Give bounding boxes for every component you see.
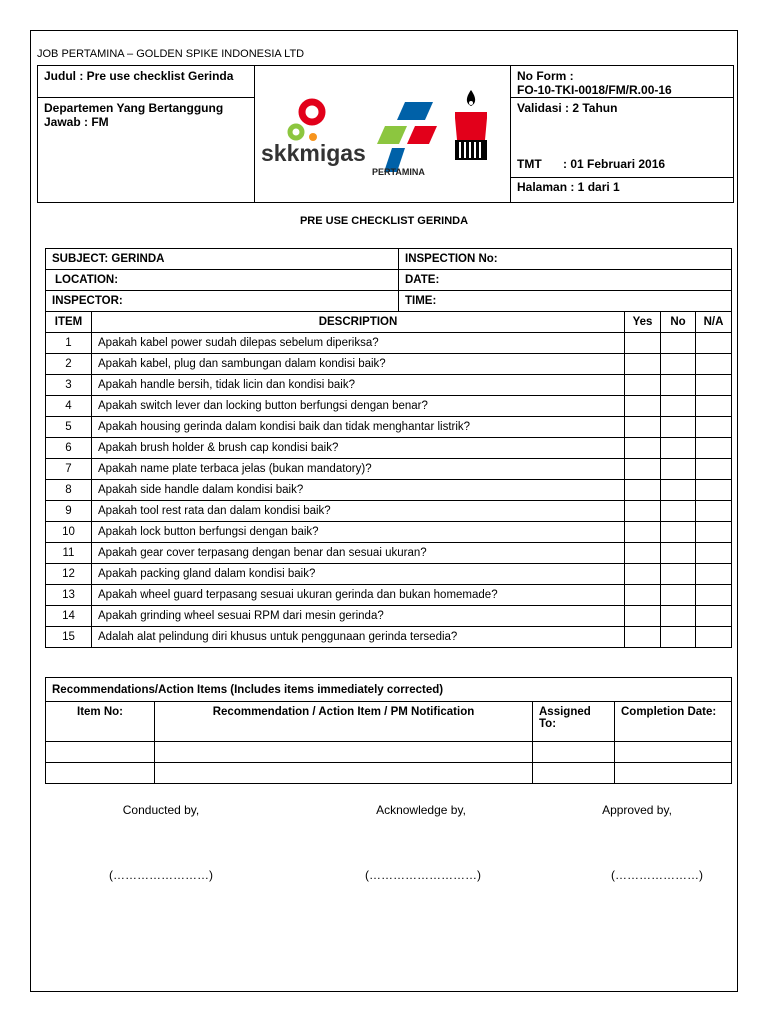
- checklist-row: [46, 501, 732, 522]
- item-description: Apakah brush holder & brush cap kondisi baik?: [92, 438, 625, 459]
- item-number: 13: [46, 585, 92, 606]
- tmt-row: [511, 157, 733, 177]
- checklist-row: [46, 585, 732, 606]
- item-number: 15: [46, 627, 92, 648]
- rec-col-completion: Completion Date:: [615, 702, 732, 742]
- item-number: 8: [46, 480, 92, 501]
- item-description: Apakah side handle dalam kondisi baik?: [92, 480, 625, 501]
- item-number: 11: [46, 543, 92, 564]
- checklist-row: [46, 627, 732, 648]
- recommendations-table: [45, 677, 732, 784]
- rec-recommendation-input[interactable]: [155, 742, 533, 763]
- pertamina-wordmark: PERTAMINA: [372, 166, 425, 177]
- no-checkbox[interactable]: [661, 354, 696, 375]
- no-checkbox[interactable]: [661, 459, 696, 480]
- no-form-cell: [511, 66, 734, 98]
- conducted-signature-line[interactable]: (……………………): [109, 868, 213, 882]
- departemen-cell: [38, 98, 255, 203]
- na-checkbox[interactable]: [696, 522, 732, 543]
- checklist-table: [45, 248, 732, 648]
- no-checkbox[interactable]: [661, 522, 696, 543]
- no-checkbox[interactable]: [661, 606, 696, 627]
- form-header-table: [37, 65, 734, 203]
- conducted-by-label: Conducted by,: [122, 803, 200, 817]
- yes-checkbox[interactable]: [625, 564, 661, 585]
- item-description: Apakah gear cover terpasang dengan benar dan sesuai ukuran?: [92, 543, 625, 564]
- col-yes-header: Yes: [625, 312, 661, 333]
- checklist-row: [46, 459, 732, 480]
- document-title: PRE USE CHECKLIST GERINDA: [299, 215, 469, 227]
- location-field[interactable]: LOCATION:: [46, 270, 399, 291]
- na-checkbox[interactable]: [696, 417, 732, 438]
- checklist-row: [46, 375, 732, 396]
- checklist-row: [46, 606, 732, 627]
- na-checkbox[interactable]: [696, 333, 732, 354]
- meta-cell: [511, 98, 734, 203]
- departemen-line2: Jawab : FM: [44, 115, 109, 129]
- checklist-row: [46, 438, 732, 459]
- item-number: 3: [46, 375, 92, 396]
- col-item-header: ITEM: [46, 312, 92, 333]
- yes-checkbox[interactable]: [625, 417, 661, 438]
- item-description: Apakah handle bersih, tidak licin dan kondisi baik?: [92, 375, 625, 396]
- no-checkbox[interactable]: [661, 585, 696, 606]
- rec-item-no-input[interactable]: [46, 742, 155, 763]
- logos-cell: [255, 66, 511, 203]
- no-checkbox[interactable]: [661, 396, 696, 417]
- no-form-value: FO-10-TKI-0018/FM/R.00-16: [517, 83, 672, 97]
- halaman-text: Halaman : 1 dari 1: [511, 177, 733, 202]
- yes-checkbox[interactable]: [625, 522, 661, 543]
- col-description-header: DESCRIPTION: [92, 312, 625, 333]
- checklist-row: [46, 564, 732, 585]
- yes-checkbox[interactable]: [625, 606, 661, 627]
- na-checkbox[interactable]: [696, 438, 732, 459]
- col-no-header: No: [661, 312, 696, 333]
- na-checkbox[interactable]: [696, 543, 732, 564]
- rec-recommendation-input[interactable]: [155, 763, 533, 784]
- item-description: Apakah switch lever dan locking button berfungsi dengan benar?: [92, 396, 625, 417]
- departemen-line1: Departemen Yang Bertanggung: [44, 101, 224, 115]
- skkmigas-logo: [261, 102, 366, 166]
- rec-assigned-input[interactable]: [533, 742, 615, 763]
- item-description: Adalah alat pelindung diri khusus untuk penggunaan gerinda tersedia?: [92, 627, 625, 648]
- rec-row: [46, 742, 732, 763]
- approved-by-label: Approved by,: [602, 803, 672, 817]
- item-number: 9: [46, 501, 92, 522]
- item-description: Apakah kabel power sudah dilepas sebelum diperiksa?: [92, 333, 625, 354]
- company-name: JOB PERTAMINA – GOLDEN SPIKE INDONESIA LTD: [37, 48, 305, 60]
- item-description: Apakah packing gland dalam kondisi baik?: [92, 564, 625, 585]
- item-number: 12: [46, 564, 92, 585]
- rec-row: [46, 763, 732, 784]
- rec-assigned-input[interactable]: [533, 763, 615, 784]
- no-checkbox[interactable]: [661, 375, 696, 396]
- rec-completion-input[interactable]: [615, 742, 732, 763]
- validasi-text: Validasi : 2 Tahun: [517, 101, 618, 115]
- item-description: Apakah lock button berfungsi dengan baik?: [92, 522, 625, 543]
- checklist-row: [46, 417, 732, 438]
- yes-checkbox[interactable]: [625, 396, 661, 417]
- rec-col-assigned-line2: To:: [539, 718, 557, 730]
- item-number: 7: [46, 459, 92, 480]
- yes-checkbox[interactable]: [625, 501, 661, 522]
- checklist-row: [46, 480, 732, 501]
- recommendations-title: Recommendations/Action Items (Includes items immediately corrected): [46, 678, 732, 702]
- time-field[interactable]: TIME:: [399, 291, 732, 312]
- na-checkbox[interactable]: [696, 501, 732, 522]
- rec-col-assigned-line1: Assigned: [539, 706, 591, 718]
- checklist-row: [46, 354, 732, 375]
- item-description: Apakah name plate terbaca jelas (bukan mandatory)?: [92, 459, 625, 480]
- checklist-items: [46, 333, 732, 648]
- item-number: 10: [46, 522, 92, 543]
- na-checkbox[interactable]: [696, 585, 732, 606]
- yes-checkbox[interactable]: [625, 543, 661, 564]
- yes-checkbox[interactable]: [625, 480, 661, 501]
- no-checkbox[interactable]: [661, 417, 696, 438]
- item-description: Apakah tool rest rata dan dalam kondisi baik?: [92, 501, 625, 522]
- rec-col-assigned: [533, 702, 615, 742]
- logo-group: [255, 70, 509, 196]
- tmt-value: : 01 Februari 2016: [563, 157, 666, 171]
- checklist-row: [46, 522, 732, 543]
- item-description: Apakah grinding wheel sesuai RPM dari mesin gerinda?: [92, 606, 625, 627]
- no-checkbox[interactable]: [661, 480, 696, 501]
- rec-col-item-no: Item No:: [46, 702, 155, 742]
- no-form-label: No Form :: [517, 69, 574, 83]
- rec-col-recommendation: Recommendation / Action Item / PM Notification: [155, 702, 533, 742]
- inspection-no-field[interactable]: INSPECTION No:: [399, 249, 732, 270]
- rec-completion-input[interactable]: [615, 763, 732, 784]
- pertamina-logo: [372, 102, 437, 177]
- no-checkbox[interactable]: [661, 627, 696, 648]
- item-number: 2: [46, 354, 92, 375]
- yes-checkbox[interactable]: [625, 354, 661, 375]
- na-checkbox[interactable]: [696, 375, 732, 396]
- approved-signature-line[interactable]: (…………………): [611, 868, 703, 882]
- yes-checkbox[interactable]: [625, 375, 661, 396]
- item-description: Apakah kabel, plug dan sambungan dalam kondisi baik?: [92, 354, 625, 375]
- item-number: 14: [46, 606, 92, 627]
- na-checkbox[interactable]: [696, 354, 732, 375]
- item-number: 5: [46, 417, 92, 438]
- no-checkbox[interactable]: [661, 564, 696, 585]
- checklist-row: [46, 333, 732, 354]
- acknowledge-by-label: Acknowledge by,: [376, 803, 466, 817]
- yes-checkbox[interactable]: [625, 627, 661, 648]
- na-checkbox[interactable]: [696, 459, 732, 480]
- subject-field: SUBJECT: GERINDA: [46, 249, 399, 270]
- tmt-label: TMT: [517, 157, 542, 171]
- judul-cell: Judul : Pre use checklist Gerinda: [38, 66, 255, 98]
- checklist-row: [46, 396, 732, 417]
- na-checkbox[interactable]: [696, 396, 732, 417]
- inspector-field[interactable]: INSPECTOR:: [46, 291, 399, 312]
- item-number: 4: [46, 396, 92, 417]
- na-checkbox[interactable]: [696, 606, 732, 627]
- na-checkbox[interactable]: [696, 564, 732, 585]
- no-checkbox[interactable]: [661, 543, 696, 564]
- torch-emblem: [455, 90, 487, 160]
- no-checkbox[interactable]: [661, 333, 696, 354]
- na-checkbox[interactable]: [696, 627, 732, 648]
- no-checkbox[interactable]: [661, 438, 696, 459]
- checklist-row: [46, 543, 732, 564]
- acknowledge-signature-line[interactable]: (………………………): [365, 868, 481, 882]
- col-na-header: N/A: [696, 312, 732, 333]
- item-number: 6: [46, 438, 92, 459]
- rec-item-no-input[interactable]: [46, 763, 155, 784]
- yes-checkbox[interactable]: [625, 459, 661, 480]
- yes-checkbox[interactable]: [625, 438, 661, 459]
- yes-checkbox[interactable]: [625, 333, 661, 354]
- skkmigas-wordmark: skkmigas: [261, 139, 366, 166]
- item-number: 1: [46, 333, 92, 354]
- yes-checkbox[interactable]: [625, 585, 661, 606]
- form-page: [30, 30, 738, 992]
- item-description: Apakah housing gerinda dalam kondisi baik dan tidak menghantar listrik?: [92, 417, 625, 438]
- no-checkbox[interactable]: [661, 501, 696, 522]
- item-description: Apakah wheel guard terpasang sesuai ukuran gerinda dan bukan homemade?: [92, 585, 625, 606]
- date-field[interactable]: DATE:: [399, 270, 732, 291]
- na-checkbox[interactable]: [696, 480, 732, 501]
